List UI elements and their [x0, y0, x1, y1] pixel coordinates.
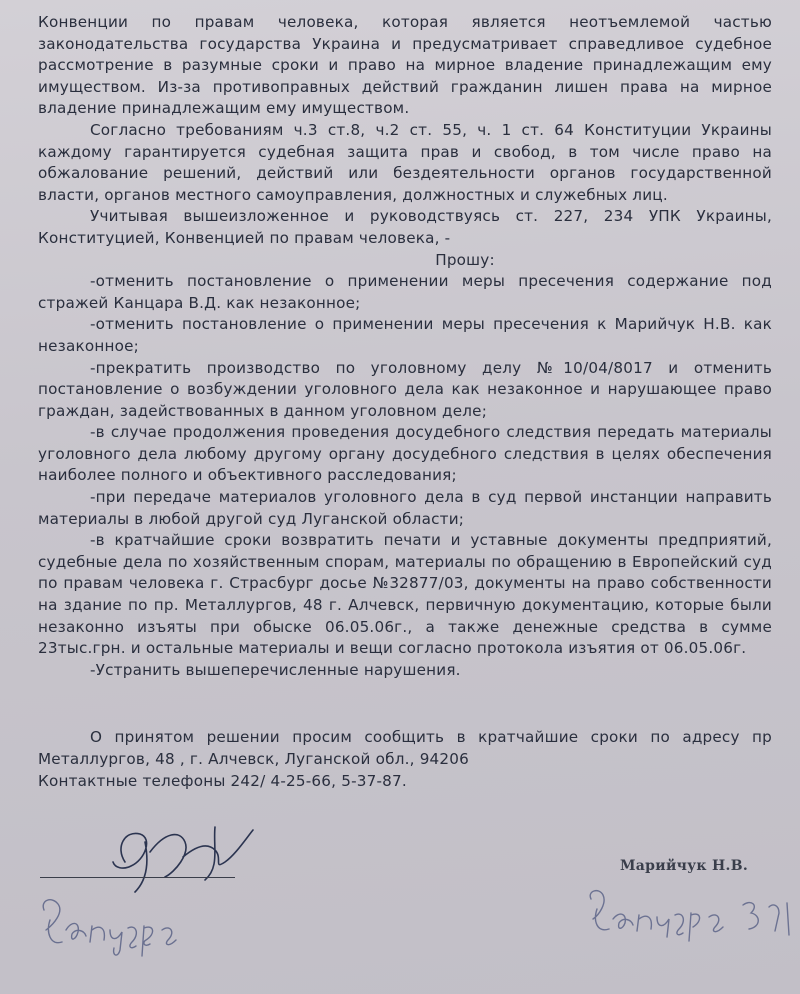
request-item: -в случае продолжения проведения досудебного следствия передать материалы уголовного дела любому другому органу досудебного следствия в целях обеспечения наиболее полного и объективного расследования; — [38, 423, 772, 485]
closing-block — [38, 727, 772, 792]
document-body — [38, 12, 772, 792]
request-item: -при передаче материалов уголовного дела в суд первой инстанции направить материалы в любой другой суд Луганской области; — [38, 488, 772, 528]
paragraph-considering: Учитывая вышеизложенное и руководствуясь ст. 227, 234 УПК Украины, Конституцией, Конвенцией по правам человека, - — [38, 207, 772, 247]
paragraph-convention: Конвенции по правам человека, которая является неотъемлемой частью законодательства государства Украина и предусматривает справедливое судебное рассмотрение в разумные сроки и право на мирное владение принадлежащим ему имуществом. Из-за противоправных действий гражданин лишен права на мирное владение принадлежащим ему имуществом. — [38, 13, 772, 118]
signature-line — [40, 877, 235, 878]
request-item: -прекратить производство по уголовному делу №10/04/8017 и отменить постановление о возбуждении уголовного дела как незаконное и нарушающее право граждан, задействованных в данном уголовном деле; — [38, 358, 772, 420]
paragraph-constitution: Согласно требованиям ч.3 ст.8, ч.2 ст. 55, ч. 1 ст. 64 Конституции Украины каждому гарантируется судебная защита прав и свобод, в том числе право на обжалование решений, действий или бездеятельности органов государственной власти, органов местного самоуправления, должностных и служебных лиц. — [38, 120, 772, 204]
printed-name: Марийчук Н.В. — [620, 858, 749, 874]
request-item: -Устранить вышеперечисленные нарушения. — [90, 660, 461, 679]
request-heading: Прошу: — [435, 250, 495, 269]
handwritten-name-right — [585, 885, 800, 949]
handwritten-name-left — [36, 890, 206, 964]
request-item: -отменить постановление о применении меры пресечения содержание под стражей Канцара В.Д. как незаконное; — [38, 272, 772, 312]
request-item: -отменить постановление о применении меры пресечения к Марийчук Н.В. как незаконное; — [38, 315, 772, 355]
closing-request: О принятом решении просим сообщить в кратчайшие сроки по адресу пр Металлургов, 48 , г. Алчевск, Луганской обл., 94206 — [38, 728, 772, 768]
contact-phones: Контактные телефоны 242/ 4-25-66, 5-37-87. — [38, 771, 407, 790]
request-item: -в кратчайшие сроки возвратить печати и уставные документы предприятий, судебные дела по хозяйственным спорам, материалы по обращению в Европейский суд по правам человека г. Страсбург досье №32877/03, документы на право собственности на здание по пр. Металлургов, 48 г. Алчевск, первичную документацию, которые были незаконно изъяты при обыске 06.05.06г., а также денежные средства в сумме 23тыс.грн. и остальные материалы и вещи согласно протокола изъятия от 06.05.06г. — [38, 531, 772, 658]
